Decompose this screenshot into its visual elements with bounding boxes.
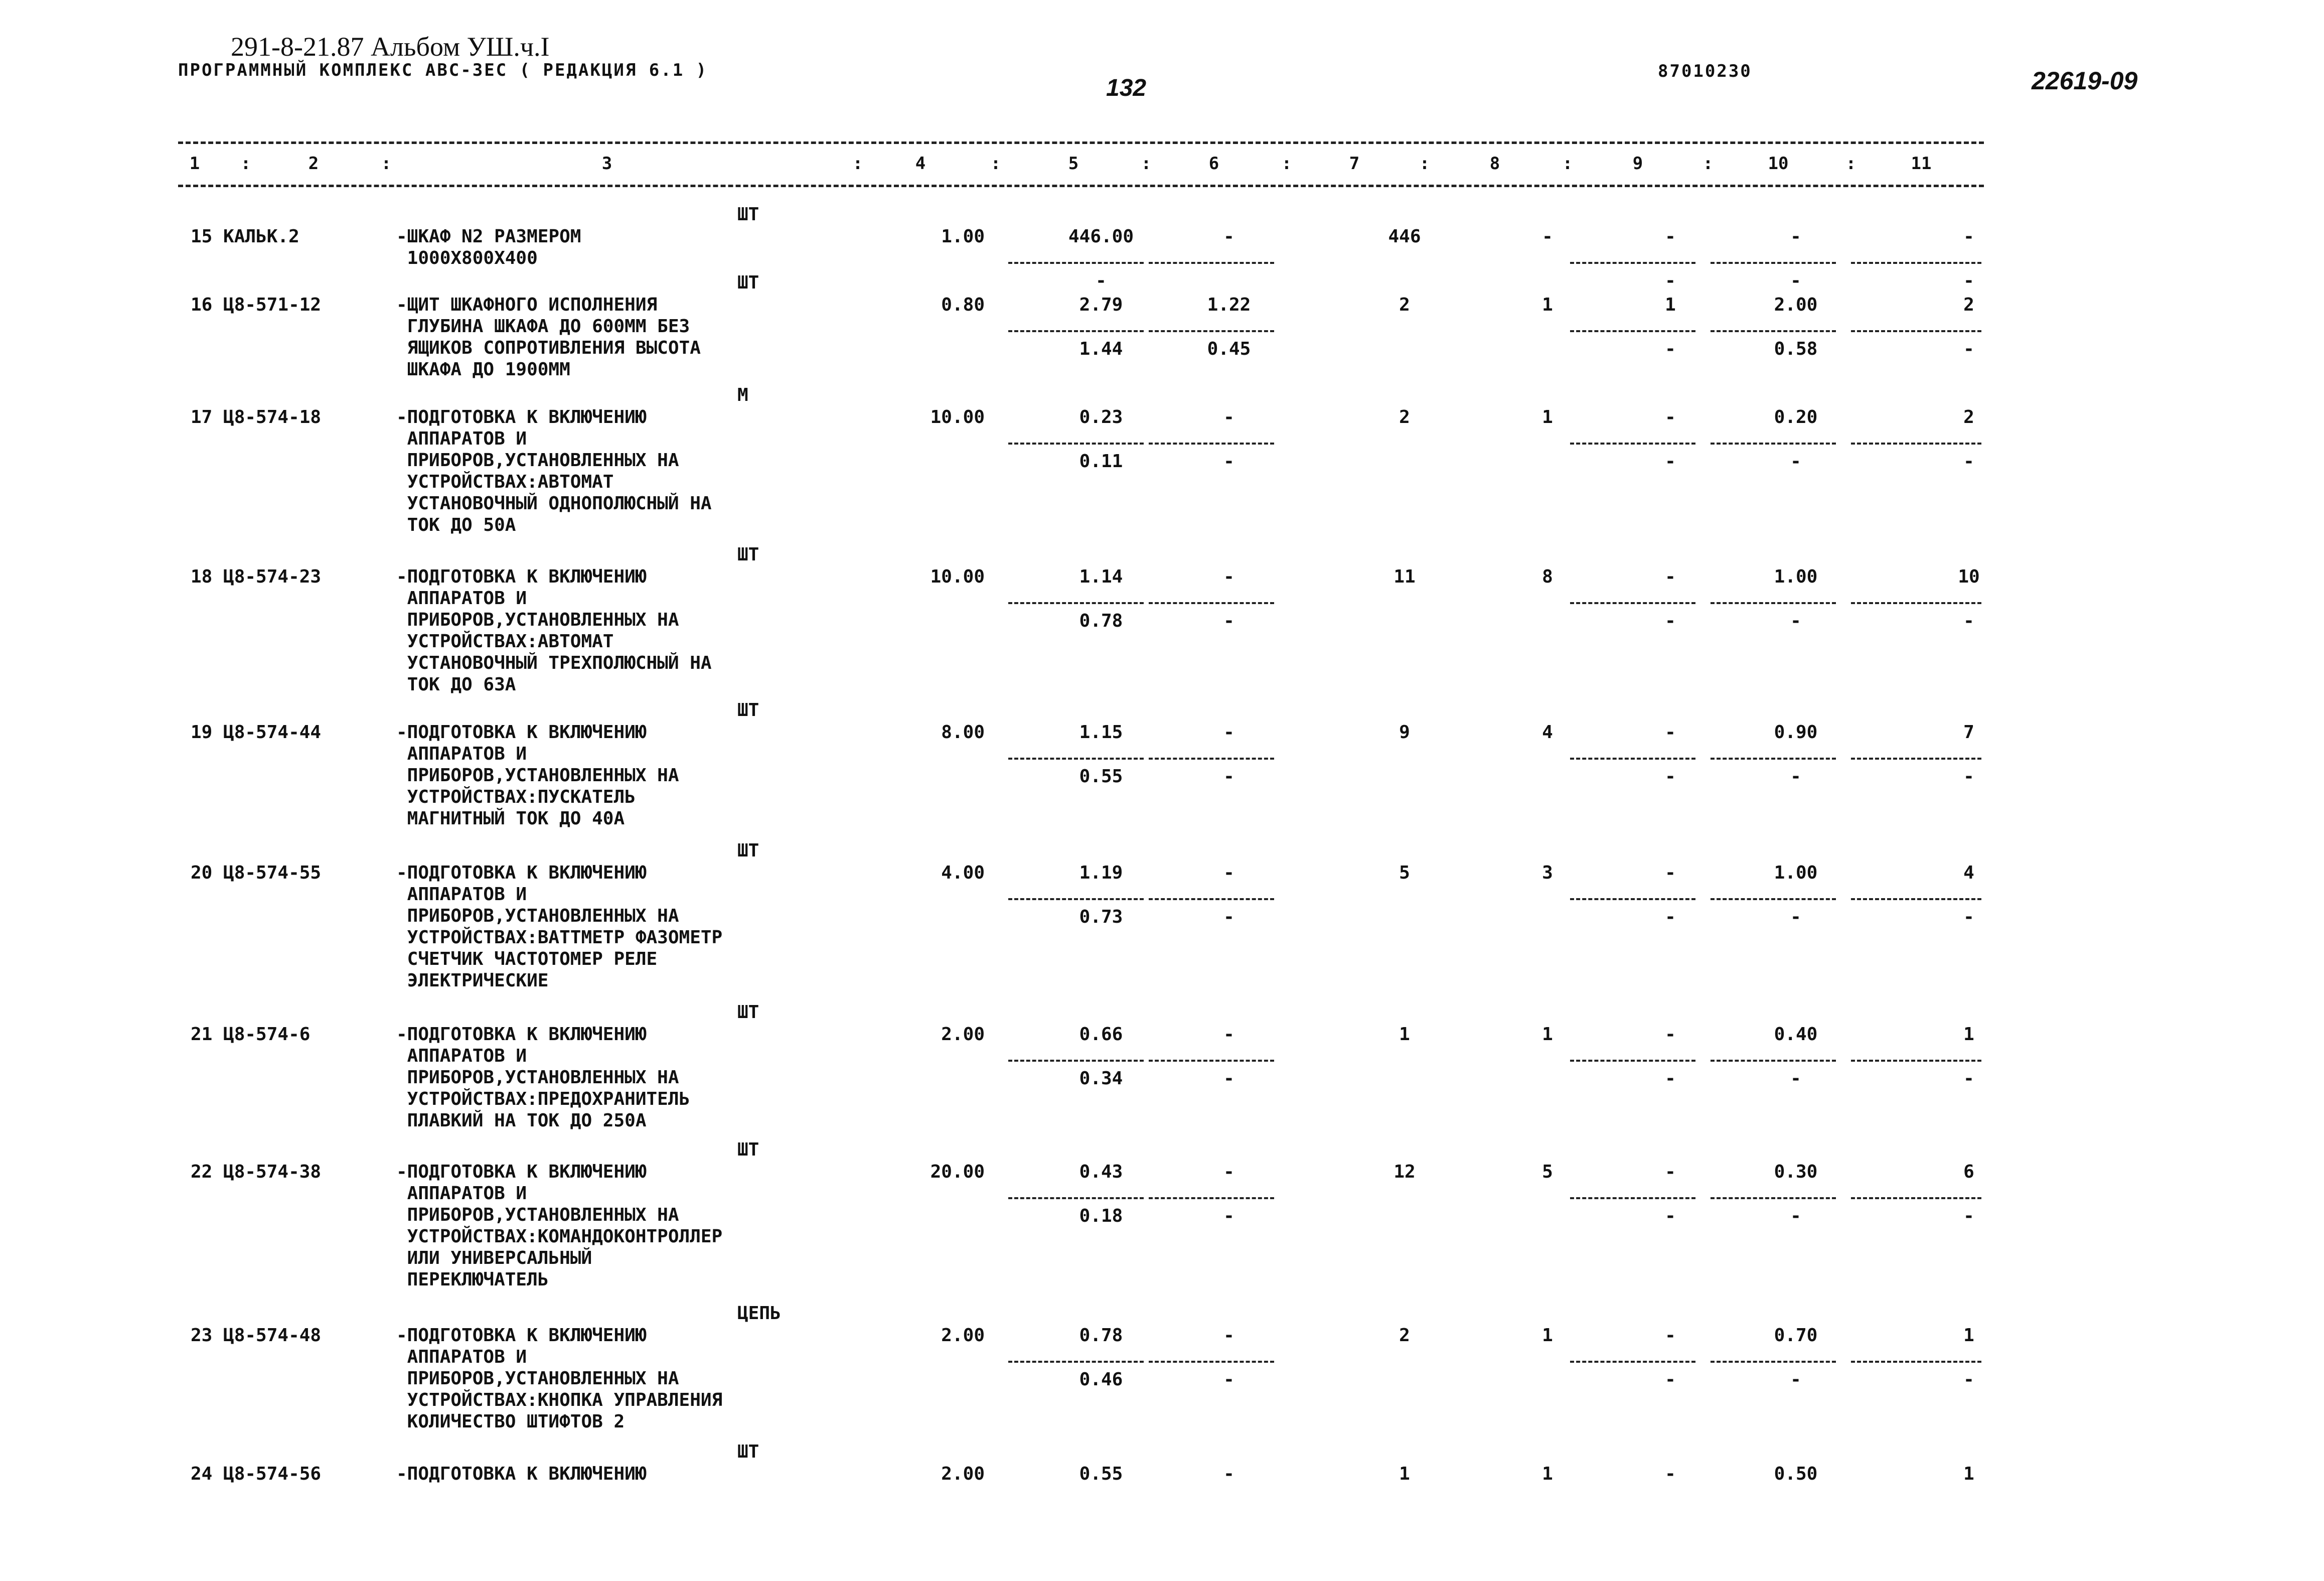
cell-c5b: 0.11 [1079,451,1123,472]
cell-c11: 2 [1963,295,1974,315]
cell-c7: 1 [1399,1464,1410,1484]
cell-c5b: 0.18 [1079,1206,1123,1226]
cell-c11: 10 [1958,566,1980,587]
cell-c11b: - [1963,1068,1974,1089]
cell-rule [1711,1197,1836,1199]
cell-rule [1851,898,1981,900]
cell-rule [1149,758,1274,760]
cell-c11: 7 [1963,722,1974,743]
cell-c10b: - [1790,766,1801,787]
row-description: -ПОДГОТОВКА К ВКЛЮЧЕНИЮ АППАРАТОВ И ПРИБОРОВ,УСТАНОВЛЕННЫХ НА УСТРОЙСТВАХ:ПУСКАТЕЛЬ МАГНИТНЫЙ ТОК ДО 40А [396,722,679,829]
column-number: 6 [1208,154,1219,174]
cell-rule [1008,1197,1144,1199]
cell-rule [1570,1197,1695,1199]
cell-c9: - [1665,226,1676,247]
cell-c6: - [1223,1325,1234,1346]
cell-rule [1851,330,1981,332]
cell-c9: - [1665,1464,1676,1484]
cell-rule [1008,758,1144,760]
cell-rule [1149,443,1274,445]
cell-c8: 5 [1542,1162,1553,1182]
cell-rule [1570,330,1695,332]
column-number: 10 [1768,154,1789,174]
row-description: -ПОДГОТОВКА К ВКЛЮЧЕНИЮ АППАРАТОВ И ПРИБОРОВ,УСТАНОВЛЕННЫХ НА УСТРОЙСТВАХ:КОМАНДОКОНТРОЛЛЕР ИЛИ УНИВЕРСАЛЬНЫЙ ПЕРЕКЛЮЧАТЕЛЬ [396,1162,723,1290]
cell-c5b: 0.34 [1079,1068,1123,1089]
unit-label: ШТ [737,544,759,565]
cell-rule [1008,262,1144,264]
cell-rule [1149,330,1274,332]
cell-c9b: - [1665,1068,1676,1089]
cell-c5: 1.15 [1079,722,1123,743]
quantity: 0.80 [941,295,985,315]
cell-c7: 2 [1399,407,1410,427]
cell-c11b: - [1963,611,1974,631]
row-number: 23 Ц8-574-48 [191,1325,322,1346]
cell-c11: - [1963,226,1974,247]
cell-c7: 446 [1388,226,1421,247]
cell-c5: 0.66 [1079,1024,1123,1045]
cell-c10b: - [1790,1206,1801,1226]
row-description: -ПОДГОТОВКА К ВКЛЮЧЕНИЮ АППАРАТОВ И ПРИБОРОВ,УСТАНОВЛЕННЫХ НА УСТРОЙСТВАХ:АВТОМАТ УСТАНОВОЧНЫЙ ТРЕХПОЛЮСНЫЙ НА ТОК ДО 63А [396,566,712,695]
column-separator: : [240,154,251,174]
cell-c9: - [1665,407,1676,427]
cell-c9: - [1665,722,1676,743]
unit-label: ШТ [737,272,759,293]
row-description: -ПОДГОТОВКА К ВКЛЮЧЕНИЮ АППАРАТОВ И ПРИБОРОВ,УСТАНОВЛЕННЫХ НА УСТРОЙСТВАХ:АВТОМАТ УСТАНОВОЧНЫЙ ОДНОПОЛЮСНЫЙ НА ТОК ДО 50А [396,407,712,535]
cell-c7: 12 [1393,1162,1416,1182]
cell-c9b: - [1665,270,1676,291]
cell-c10: 2.00 [1774,295,1818,315]
cell-rule [1149,898,1274,900]
cell-c7: 9 [1399,722,1410,743]
cell-c6b: - [1223,1068,1234,1089]
column-separator: : [1562,154,1573,174]
column-separator: : [990,154,1001,174]
row-number: 16 Ц8-571-12 [191,295,322,315]
cell-rule [1711,898,1836,900]
cell-c8: 4 [1542,722,1553,743]
album-title: 291-8-21.87 Альбом УШ.ч.I [231,32,550,62]
column-number: 1 [189,154,200,174]
cell-c6b: - [1223,907,1234,927]
cell-c6: 1.22 [1207,295,1251,315]
cell-rule [1711,262,1836,264]
cell-c11b: - [1963,1369,1974,1390]
cell-rule [1008,330,1144,332]
cell-rule [1711,443,1836,445]
cell-rule [1008,443,1144,445]
cell-c11: 1 [1963,1464,1974,1484]
column-separator: : [1419,154,1430,174]
cell-c7: 2 [1399,295,1410,315]
row-description: -ЩИТ ШКАФНОГО ИСПОЛНЕНИЯ ГЛУБИНА ШКАФА ДО 600ММ БЕЗ ЯЩИКОВ СОПРОТИВЛЕНИЯ ВЫСОТА ШКАФА ДО 1900ММ [396,295,701,380]
cell-rule [1711,1361,1836,1363]
cell-c10b: - [1790,1068,1801,1089]
cell-c8: - [1542,226,1553,247]
cell-c9b: - [1665,1369,1676,1390]
column-number: 5 [1068,154,1079,174]
row-number: 15 КАЛЬК.2 [191,226,299,247]
table-top-rule [178,141,1984,144]
cell-c10: 0.70 [1774,1325,1818,1346]
cell-c11: 1 [1963,1024,1974,1045]
cell-c6: - [1223,566,1234,587]
cell-c8: 1 [1542,1325,1553,1346]
document-code: 87010230 [1658,61,1752,81]
table-header-rule [178,185,1984,187]
column-separator: : [381,154,392,174]
cell-rule [1149,262,1274,264]
cell-c5: 446.00 [1068,226,1134,247]
column-separator: : [1141,154,1152,174]
row-number: 22 Ц8-574-38 [191,1162,322,1182]
cell-c10b: 0.58 [1774,339,1818,359]
cell-c6: - [1223,1024,1234,1045]
quantity: 2.00 [941,1464,985,1484]
column-number: 2 [308,154,319,174]
cell-c10b: - [1790,1369,1801,1390]
cell-c6b: - [1223,1369,1234,1390]
unit-label: ШТ [737,1139,759,1160]
cell-c8: 1 [1542,295,1553,315]
cell-c8: 1 [1542,1024,1553,1045]
cell-c5b: - [1096,270,1107,291]
cell-c8: 8 [1542,566,1553,587]
cell-c11b: - [1963,270,1974,291]
quantity: 2.00 [941,1325,985,1346]
cell-c11: 6 [1963,1162,1974,1182]
cell-rule [1008,1060,1144,1062]
cell-c10b: - [1790,270,1801,291]
cell-rule [1570,898,1695,900]
unit-label: ШТ [737,204,759,225]
cell-rule [1711,1060,1836,1062]
quantity: 10.00 [930,407,985,427]
row-description: -ШКАФ N2 РАЗМЕРОМ 1000X800X400 [396,226,581,268]
cell-c6b: - [1223,451,1234,472]
cell-c11: 4 [1963,863,1974,883]
cell-c7: 1 [1399,1024,1410,1045]
unit-label: ШТ [737,1002,759,1023]
cell-c7: 5 [1399,863,1410,883]
cell-c10: 0.40 [1774,1024,1818,1045]
cell-rule [1149,602,1274,604]
cell-c6: - [1223,407,1234,427]
cell-rule [1149,1361,1274,1363]
quantity: 2.00 [941,1024,985,1045]
cell-c6: - [1223,226,1234,247]
cell-c9b: - [1665,766,1676,787]
cell-c6b: - [1223,766,1234,787]
cell-c5b: 0.46 [1079,1369,1123,1390]
cell-rule [1851,1197,1981,1199]
cell-c5b: 1.44 [1079,339,1123,359]
sheet-number: 22619-09 [2032,67,2138,95]
cell-c10: 0.20 [1774,407,1818,427]
cell-c7: 11 [1393,566,1416,587]
cell-rule [1851,1361,1981,1363]
row-number: 17 Ц8-574-18 [191,407,322,427]
cell-c9b: - [1665,451,1676,472]
cell-rule [1149,1197,1274,1199]
cell-c5b: 0.78 [1079,611,1123,631]
cell-rule [1851,1060,1981,1062]
cell-c6b: - [1223,1206,1234,1226]
column-separator: : [852,154,863,174]
cell-rule [1008,1361,1144,1363]
cell-c5: 0.55 [1079,1464,1123,1484]
cell-c6: - [1223,722,1234,743]
unit-label: М [737,385,748,405]
cell-rule [1570,1361,1695,1363]
cell-c9: 1 [1665,295,1676,315]
cell-c5: 0.23 [1079,407,1123,427]
quantity: 4.00 [941,863,985,883]
row-description: -ПОДГОТОВКА К ВКЛЮЧЕНИЮ АППАРАТОВ И ПРИБОРОВ,УСТАНОВЛЕННЫХ НА УСТРОЙСТВАХ:ПРЕДОХРАНИТЕЛЬ ПЛАВКИЙ НА ТОК ДО 250А [396,1024,690,1131]
column-number: 11 [1911,154,1932,174]
row-description: -ПОДГОТОВКА К ВКЛЮЧЕНИЮ АППАРАТОВ И ПРИБОРОВ,УСТАНОВЛЕННЫХ НА УСТРОЙСТВАХ:КНОПКА УПРАВЛЕНИЯ КОЛИЧЕСТВО ШТИФТОВ 2 [396,1325,723,1432]
cell-c10: 0.90 [1774,722,1818,743]
cell-c6: - [1223,1464,1234,1484]
cell-c8: 3 [1542,863,1553,883]
row-number: 21 Ц8-574-6 [191,1024,311,1045]
row-description: -ПОДГОТОВКА К ВКЛЮЧЕНИЮ [396,1464,647,1484]
column-number: 7 [1349,154,1360,174]
cell-c5: 0.43 [1079,1162,1123,1182]
quantity: 8.00 [941,722,985,743]
unit-label: ЦЕПЬ [737,1303,781,1324]
cell-c8: 1 [1542,1464,1553,1484]
row-number: 18 Ц8-574-23 [191,566,322,587]
cell-c9b: - [1665,907,1676,927]
cell-c10b: - [1790,611,1801,631]
cell-rule [1851,262,1981,264]
cell-c10b: - [1790,907,1801,927]
cell-c5b: 0.73 [1079,907,1123,927]
cell-rule [1711,758,1836,760]
column-separator: : [1281,154,1292,174]
column-number: 4 [915,154,926,174]
cell-c9b: - [1665,339,1676,359]
unit-label: ШТ [737,1442,759,1462]
cell-c11b: - [1963,339,1974,359]
page-number: 132 [1106,75,1147,101]
row-description: -ПОДГОТОВКА К ВКЛЮЧЕНИЮ АППАРАТОВ И ПРИБОРОВ,УСТАНОВЛЕННЫХ НА УСТРОЙСТВАХ:ВАТТМЕТР ФАЗОМЕТР СЧЕТЧИК ЧАСТОТОМЕР РЕЛЕ ЭЛЕКТРИЧЕСКИЕ [396,863,723,991]
unit-label: ШТ [737,700,759,721]
cell-c11: 1 [1963,1325,1974,1346]
column-separator: : [1702,154,1714,174]
cell-c9b: - [1665,611,1676,631]
column-number: 9 [1632,154,1643,174]
cell-c10: - [1790,226,1801,247]
cell-rule [1711,330,1836,332]
cell-c5: 1.14 [1079,566,1123,587]
cell-c11b: - [1963,451,1974,472]
cell-rule [1008,602,1144,604]
cell-rule [1149,1060,1274,1062]
cell-c9: - [1665,863,1676,883]
quantity: 20.00 [930,1162,985,1182]
unit-label: ШТ [737,840,759,861]
row-number: 24 Ц8-574-56 [191,1464,322,1484]
cell-c9: - [1665,566,1676,587]
cell-rule [1851,602,1981,604]
column-number: 8 [1489,154,1500,174]
cell-c8: 1 [1542,407,1553,427]
cell-c5b: 0.55 [1079,766,1123,787]
cell-rule [1570,262,1695,264]
column-number: 3 [601,154,612,174]
cell-c11b: - [1963,907,1974,927]
cell-c5: 2.79 [1079,295,1123,315]
cell-rule [1570,602,1695,604]
quantity: 1.00 [941,226,985,247]
row-number: 20 Ц8-574-55 [191,863,322,883]
cell-c5: 1.19 [1079,863,1123,883]
cell-c6: - [1223,863,1234,883]
quantity: 10.00 [930,566,985,587]
cell-c9: - [1665,1325,1676,1346]
cell-c11: 2 [1963,407,1974,427]
cell-c9: - [1665,1024,1676,1045]
cell-c10: 1.00 [1774,566,1818,587]
row-number: 19 Ц8-574-44 [191,722,322,743]
cell-rule [1570,443,1695,445]
cell-c10: 0.50 [1774,1464,1818,1484]
cell-c10b: - [1790,451,1801,472]
cell-c10: 1.00 [1774,863,1818,883]
cell-c7: 2 [1399,1325,1410,1346]
column-separator: : [1845,154,1856,174]
cell-rule [1851,443,1981,445]
cell-c6b: 0.45 [1207,339,1251,359]
cell-rule [1570,1060,1695,1062]
cell-c5: 0.78 [1079,1325,1123,1346]
cell-c6: - [1223,1162,1234,1182]
cell-c9b: - [1665,1206,1676,1226]
cell-c11b: - [1963,766,1974,787]
program-info: ПРОГРАММНЫЙ КОМПЛЕКС АВС-ЗЕС ( РЕДАКЦИЯ 6.1 ) [178,60,708,80]
cell-rule [1570,758,1695,760]
cell-c6b: - [1223,611,1234,631]
cell-c11b: - [1963,1206,1974,1226]
cell-rule [1711,602,1836,604]
cell-c9: - [1665,1162,1676,1182]
cell-c10: 0.30 [1774,1162,1818,1182]
cell-rule [1851,758,1981,760]
cell-rule [1008,898,1144,900]
